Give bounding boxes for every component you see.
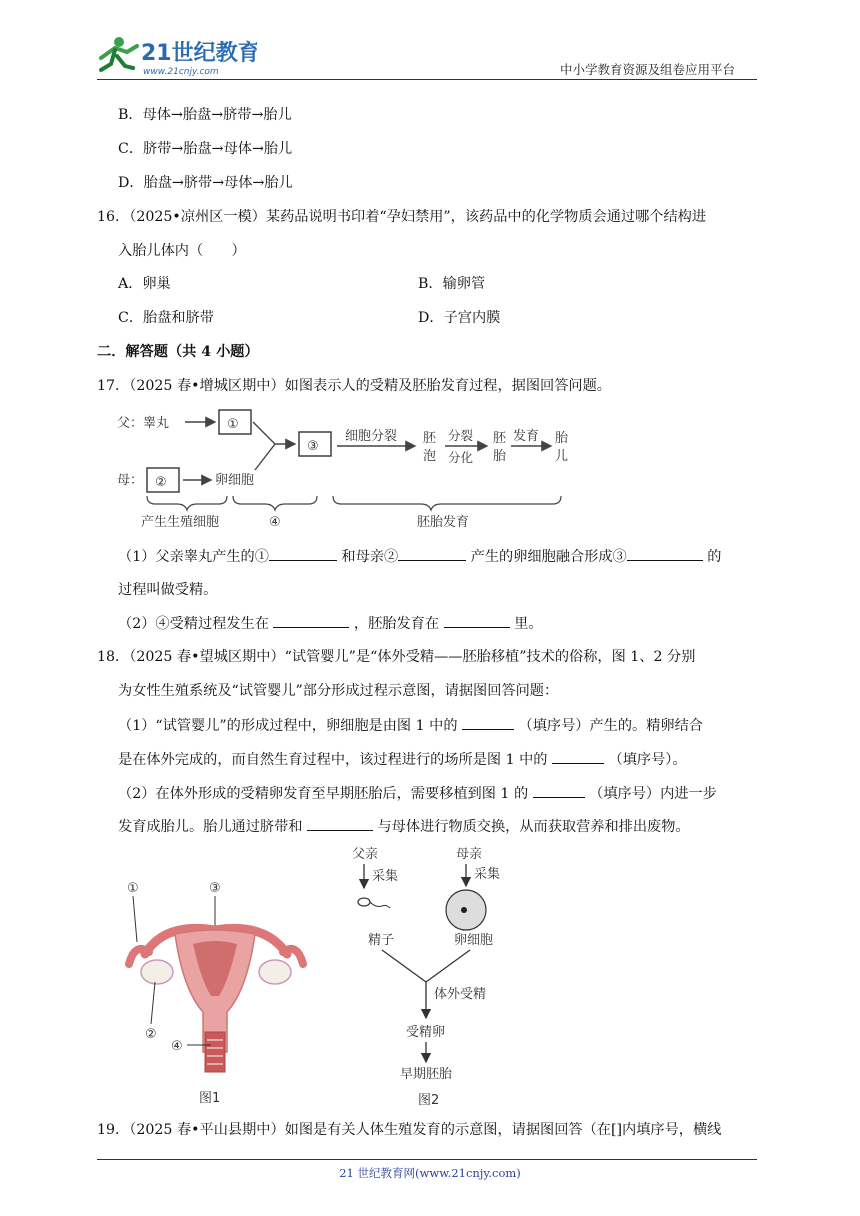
q16-option-c: C．胎盘和脐带: [118, 310, 214, 326]
svg-text:分化: 分化: [448, 450, 474, 465]
site-logo: [97, 34, 257, 78]
svg-text:发育: 发育: [513, 429, 540, 444]
q18-part1-cont: 是在体外完成的，而自然生育过程中，该过程进行的场所是图 1 中的 （填序号）。: [118, 749, 687, 770]
svg-text:卵细胞: 卵细胞: [454, 933, 494, 948]
q17-part2: （2）④受精过程发生在 ，胚胎发育在 里。: [118, 613, 542, 634]
q15-option-d: D．胎盘→脐带→母体→胎儿: [118, 175, 293, 191]
svg-text:②: ②: [145, 1027, 157, 1042]
svg-text:受精卵: 受精卵: [406, 1025, 446, 1040]
section-title: 二．解答题（共 4 小题）: [97, 344, 259, 360]
q17-fig-fertilization-number: ④: [269, 515, 281, 530]
q18-figure-2: [330, 836, 540, 1116]
footer-divider: [97, 1159, 757, 1160]
svg-text:①: ①: [127, 881, 139, 896]
svg-text:精子: 精子: [368, 933, 395, 948]
svg-text:早期胚胎: 早期胚胎: [400, 1067, 453, 1082]
header-platform-text: 中小学教育资源及组卷应用平台: [560, 62, 736, 77]
q17-fig-egg-label: 卵细胞: [215, 473, 255, 488]
svg-text:分裂: 分裂: [448, 428, 474, 443]
q17-fig-sperm-number: ①: [227, 417, 239, 432]
q18-fig1-caption: 图1: [199, 1091, 221, 1106]
q17-blank-4[interactable]: [273, 613, 349, 628]
q16-option-b: B．输卵管: [418, 276, 486, 292]
svg-text:胎: 胎: [555, 431, 569, 446]
runner-logo-icon: [101, 37, 137, 70]
footer-text: 21 世纪教育网(www.21cnjy.com): [339, 1166, 521, 1180]
q17-stem: 17．（2025 春•增城区期中）如图表示人的受精及胚胎发育过程，据图回答问题。: [97, 378, 611, 394]
q17-fig-mother-number: ②: [155, 475, 167, 490]
svg-text:www.21cnjy.com: www.21cnjy.com: [143, 67, 219, 77]
q18-part1: （1）“试管婴儿”的形成过程中，卵细胞是由图 1 中的 （填序号）产生的。精卵结合: [118, 715, 703, 736]
svg-text:④: ④: [171, 1039, 183, 1054]
q17-fig-mother-label: 母：: [117, 473, 144, 488]
q18-part2: （2）在体外形成的受精卵发育至早期胚胎后，需要移植到图 1 的 （填序号）内进一步: [118, 783, 717, 804]
q16-option-a: A．卵巢: [118, 276, 171, 292]
q19-stem: 19．（2025 春•平山县期中）如图是有关人体生殖发育的示意图，请据图回答（在[]内填序号，横线: [97, 1122, 722, 1138]
q17-part1-cont: 过程叫做受精。: [118, 582, 218, 598]
header-divider: [97, 79, 757, 80]
svg-text:胚: 胚: [423, 431, 437, 446]
q18-fig2-caption: 图2: [418, 1093, 440, 1108]
q17-blank-3[interactable]: [627, 546, 703, 561]
sperm-icon: [358, 898, 370, 906]
q18-blank-4[interactable]: [307, 816, 373, 831]
q17-fig-zygote-number: ③: [307, 439, 319, 454]
q15-option-b: B．母体→胎盘→脐带→胎儿: [118, 107, 292, 123]
q17-fig-development-label: 胚胎发育: [417, 515, 470, 530]
q17-fertilization-diagram: [115, 404, 575, 538]
svg-text:21世纪教育: 21世纪教育: [141, 41, 257, 66]
q17-blank-2[interactable]: [398, 546, 466, 561]
q18-stem-cont: 为女性生殖系统及“试管婴儿”部分形成过程示意图，请据图回答问题：: [118, 683, 559, 699]
q18-blank-1[interactable]: [462, 715, 514, 730]
q18-figure-1: [115, 872, 325, 1116]
q18-blank-2[interactable]: [552, 749, 604, 764]
svg-text:采集: 采集: [372, 869, 399, 884]
svg-text:采集: 采集: [474, 867, 501, 882]
svg-text:胚: 胚: [493, 431, 507, 446]
ovary-right: [259, 960, 291, 984]
q18-part2-cont: 发育成胎儿。胎儿通过脐带和 与母体进行物质交换，从而获取营养和排出废物。: [118, 816, 690, 837]
q16-option-d: D．子宫内膜: [418, 310, 501, 326]
svg-text:体外受精: 体外受精: [434, 987, 487, 1002]
svg-text:③: ③: [209, 881, 221, 896]
q15-option-c: C．脐带→胎盘→母体→胎儿: [118, 141, 293, 157]
svg-text:父亲: 父亲: [352, 847, 379, 862]
q17-fig-cell-division: 细胞分裂: [345, 429, 398, 444]
q18-blank-3[interactable]: [533, 783, 585, 798]
q17-blank-1[interactable]: [269, 546, 337, 561]
svg-text:母亲: 母亲: [456, 847, 483, 862]
q17-part1: （1）父亲睾丸产生的① 和母亲② 产生的卵细胞融合形成③ 的: [118, 546, 721, 567]
q17-fig-gamete-label: 产生生殖细胞: [141, 515, 220, 530]
ovary-left: [141, 960, 173, 984]
svg-text:泡: 泡: [423, 449, 437, 464]
svg-text:胎: 胎: [493, 449, 507, 464]
q17-fig-father-label: 父：睾丸: [117, 416, 170, 431]
q16-stem-cont: 入胎儿体内（ ）: [118, 243, 246, 259]
q18-stem: 18．（2025 春•望城区期中）“试管婴儿”是“体外受精——胚胎移植”技术的俗称，图 1、2 分别: [97, 649, 696, 665]
svg-text:儿: 儿: [555, 449, 569, 464]
q17-blank-5[interactable]: [444, 613, 510, 628]
q16-stem: 16．（2025•凉州区一模）某药品说明书印着“孕妇禁用”，该药品中的化学物质会通过哪个结构进: [97, 209, 707, 225]
